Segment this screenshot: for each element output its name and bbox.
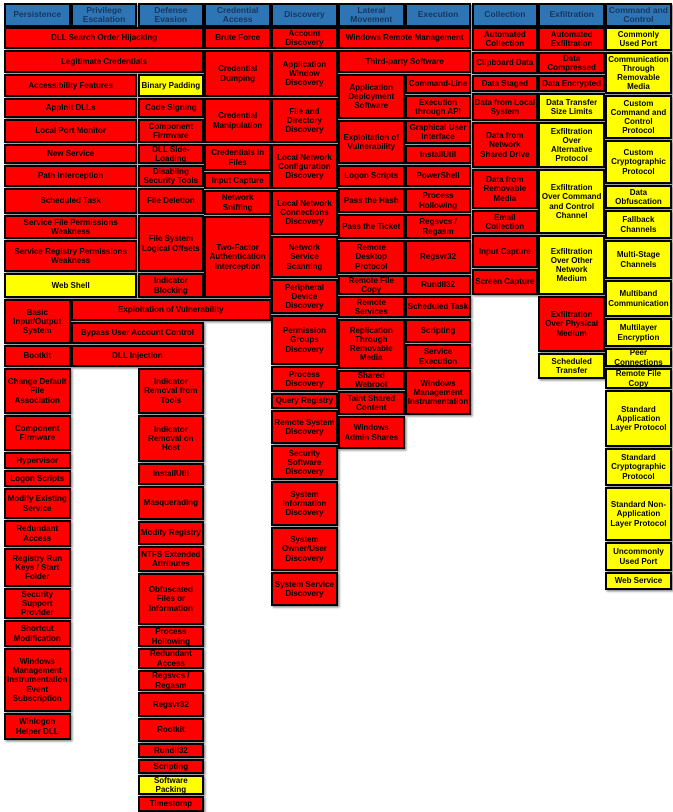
- technique-label: Regsvcs / Regasm: [152, 671, 190, 690]
- technique-label: Scripting: [420, 326, 456, 336]
- technique-label: Credentials in Files: [211, 148, 265, 167]
- column-header-collection: [472, 3, 539, 27]
- technique-label: Data from Local System: [474, 97, 536, 116]
- technique-label: Rundll32: [421, 280, 455, 290]
- matrix-cell-security-software-discovery: [271, 445, 338, 480]
- column-header-credential-access: [204, 3, 271, 27]
- technique-label: DLL Search Order Hijacking: [50, 33, 158, 43]
- matrix-cell-scripting: [405, 319, 472, 343]
- technique-label: Automated Exfiltration: [550, 29, 593, 48]
- technique-label: Graphical User Interface: [409, 122, 467, 141]
- matrix-cell-modify-existing-service: [4, 488, 71, 519]
- technique-label: Email Collection: [485, 212, 525, 231]
- column-header-label: Persistence: [13, 9, 62, 20]
- matrix-cell-process-hollowing: [138, 626, 205, 647]
- column-header-label: Discovery: [284, 9, 325, 20]
- technique-label: Hypervisor: [16, 455, 59, 465]
- matrix-cell-data-encrypted: [538, 75, 605, 92]
- matrix-cell-query-registry: [271, 393, 338, 409]
- technique-label: Web Service: [614, 576, 663, 586]
- matrix-cell-execution-through-api: [405, 95, 472, 119]
- technique-label: Pass the Hash: [343, 195, 399, 205]
- technique-label: DLL Side-Loading: [152, 144, 190, 163]
- matrix-cell-peripheral-device-discovery: [271, 279, 338, 314]
- technique-label: Windows Remote Management: [345, 33, 464, 43]
- matrix-cell-logon-scripts: [4, 470, 71, 487]
- matrix-cell-basic-input-output-system: [4, 299, 71, 344]
- matrix-cell-scripting: [138, 759, 205, 774]
- matrix-cell-data-obfuscation: [605, 185, 672, 209]
- technique-label: Windows Management Instrumentation: [407, 378, 469, 407]
- technique-label: Service Execution: [418, 347, 458, 366]
- matrix-cell-modify-registry: [138, 521, 205, 545]
- technique-label: Two-Factor Authentication Interception: [209, 243, 266, 271]
- technique-label: Multiband Communication: [608, 289, 669, 308]
- technique-label: Permission Groups Discovery: [282, 326, 326, 354]
- matrix-cell-two-factor-authentication-interception: [204, 216, 271, 298]
- matrix-cell-file-system-logical-offsets: [138, 215, 205, 272]
- column-header-label: Privilege Escalation: [82, 4, 126, 24]
- matrix-cell-change-default-file-association: [4, 368, 71, 414]
- technique-label: Scheduled Task: [407, 302, 469, 312]
- matrix-cell-rundll32: [405, 275, 472, 295]
- technique-label: Exploitation of Vulnerability: [343, 132, 400, 151]
- matrix-cell-dll-search-order-hijacking: [4, 27, 204, 49]
- matrix-cell-windows-management-instrumentation-event-subscription: [4, 648, 71, 712]
- matrix-cell-input-capture: [472, 235, 539, 268]
- matrix-cell-command-line: [405, 74, 472, 94]
- matrix-cell-automated-collection: [472, 27, 539, 51]
- matrix-cell-pass-the-hash: [338, 188, 405, 213]
- matrix-cell-multilayer-encryption: [605, 318, 672, 347]
- matrix-cell-commonly-used-port: [605, 27, 672, 51]
- matrix-cell-hypervisor: [4, 452, 71, 469]
- matrix-cell-process-discovery: [271, 366, 338, 392]
- matrix-cell-exfiltration-over-other-network-medium: [538, 235, 605, 295]
- matrix-cell-disabling-security-tools: [138, 165, 205, 187]
- technique-label: Windows Admin Shares: [344, 423, 399, 442]
- matrix-cell-rundll32: [138, 743, 205, 758]
- matrix-cell-standard-cryptographic-protocol: [605, 448, 672, 486]
- technique-label: Input Capture: [478, 246, 531, 256]
- technique-label: Service Registry Permissions Weakness: [14, 246, 127, 265]
- matrix-cell-fallback-channels: [605, 210, 672, 239]
- technique-label: Application Deployment Software: [348, 82, 395, 111]
- matrix-cell-account-discovery: [271, 27, 338, 49]
- matrix-cell-remote-system-discovery: [271, 410, 338, 444]
- technique-label: Accessibility Features: [28, 80, 113, 90]
- technique-label: Logon Scripts: [344, 171, 399, 181]
- matrix-cell-custom-cryptographic-protocol: [605, 140, 672, 184]
- technique-label: Regsvr32: [152, 699, 189, 709]
- technique-label: Path Interception: [37, 171, 104, 181]
- matrix-cell-replication-through-removable-media: [338, 319, 405, 369]
- matrix-cell-exploitation-of-vulnerability: [71, 299, 271, 321]
- matrix-cell-service-registry-permissions-weakness: [4, 240, 137, 272]
- technique-label: Application Window Discovery: [282, 59, 327, 88]
- technique-label: Remote Services: [354, 297, 388, 316]
- matrix-cell-indicator-removal-from-tools: [138, 368, 205, 414]
- column-header-command-and-control: [605, 3, 672, 27]
- matrix-cell-remote-file-copy: [338, 275, 405, 295]
- matrix-cell-bootkit: [4, 345, 71, 367]
- matrix-cell-file-and-directory-discovery: [271, 98, 338, 143]
- matrix-cell-credentials-in-files: [204, 144, 271, 171]
- technique-label: Code Signing: [145, 103, 197, 113]
- matrix-cell-legitimate-credentials: [4, 50, 204, 73]
- column-header-execution: [405, 3, 472, 27]
- matrix-cell-data-from-local-system: [472, 93, 539, 121]
- matrix-cell-masquerading: [138, 486, 205, 520]
- matrix-cell-web-shell: [4, 273, 137, 298]
- matrix-cell-exfiltration-over-physical-medium: [538, 296, 605, 352]
- technique-label: Network Sniffing: [221, 193, 254, 212]
- technique-label: Multi-Stage Channels: [616, 250, 660, 269]
- technique-label: PowerShell: [416, 171, 460, 181]
- technique-label: Local Network Connections Discovery: [277, 198, 332, 227]
- technique-label: Input Capture: [211, 175, 264, 185]
- matrix-cell-local-network-configuration-discovery: [271, 144, 338, 189]
- technique-label: Rootkit: [157, 725, 185, 735]
- technique-label: Pass the Ticket: [342, 221, 401, 231]
- technique-label: Standard Non-Application Layer Protocol: [610, 500, 667, 528]
- technique-label: Remote File Copy: [615, 369, 662, 388]
- technique-label: Scripting: [153, 761, 189, 771]
- technique-label: Winlogon Helper DLL: [15, 717, 59, 736]
- technique-label: Peripheral Device Discovery: [284, 282, 324, 311]
- matrix-cell-peer-connections: [605, 348, 672, 367]
- technique-label: Screen Capture: [475, 277, 535, 287]
- matrix-cell-code-signing: [138, 98, 205, 118]
- matrix-cell-software-packing: [138, 775, 205, 795]
- technique-label: Process Hollowing: [151, 627, 190, 646]
- technique-label: Registry Run Keys / Start Folder: [12, 553, 63, 582]
- column-header-label: Command and Control: [608, 4, 668, 24]
- technique-label: Security Software Discovery: [285, 448, 324, 477]
- matrix-cell-component-firmware: [138, 119, 205, 143]
- technique-label: Brute Force: [215, 33, 261, 43]
- technique-label: Indicator Removal from Tools: [144, 377, 198, 405]
- technique-label: Automated Collection: [483, 29, 526, 48]
- technique-label: Execution through API: [415, 97, 461, 116]
- matrix-cell-redundant-access: [138, 648, 205, 669]
- matrix-cell-redundant-access: [4, 520, 71, 547]
- column-header-lateral-movement: [338, 3, 405, 27]
- matrix-cell-security-support-provider: [4, 588, 71, 619]
- column-header-label: Execution: [417, 9, 459, 20]
- technique-label: Data Obfuscation: [615, 187, 662, 206]
- matrix-cell-scheduled-task: [4, 188, 137, 214]
- matrix-cell-timestomp: [138, 796, 205, 812]
- matrix-cell-data-compressed: [538, 52, 605, 74]
- matrix-cell-file-deletion: [138, 188, 205, 214]
- matrix-cell-exfiltration-over-command-and-control-channel: [538, 169, 605, 234]
- technique-label: Taint Shared Content: [347, 393, 396, 412]
- technique-label: Local Network Configuration Discovery: [277, 152, 332, 181]
- matrix-cell-application-deployment-software: [338, 74, 405, 119]
- technique-label: Standard Application Layer Protocol: [610, 404, 667, 433]
- technique-label: Credential Manipulation: [212, 111, 263, 130]
- technique-label: Binary Padding: [141, 80, 201, 90]
- matrix-cell-registry-run-keys-start-folder: [4, 548, 71, 587]
- matrix-cell-scheduled-transfer: [538, 353, 605, 379]
- technique-label: Scheduled Task: [40, 196, 101, 206]
- matrix-cell-input-capture: [204, 172, 271, 189]
- matrix-cell-accessibility-features: [4, 74, 137, 97]
- matrix-cell-regsvr32: [138, 692, 205, 717]
- technique-label: Logon Scripts: [10, 473, 65, 483]
- matrix-cell-third-party-software: [338, 50, 471, 73]
- technique-label: Custom Command and Control Protocol: [610, 98, 667, 136]
- matrix-cell-custom-command-and-control-protocol: [605, 95, 672, 139]
- technique-label: Scheduled Transfer: [551, 356, 592, 375]
- technique-label: System Owner/User Discovery: [281, 535, 327, 563]
- column-header-label: Collection: [484, 9, 526, 20]
- matrix-cell-credential-manipulation: [204, 98, 271, 143]
- technique-label: Obfuscated Files or Information: [148, 585, 193, 613]
- matrix-cell-new-service: [4, 144, 137, 164]
- matrix-cell-pass-the-ticket: [338, 214, 405, 239]
- technique-label: InstallUtil: [420, 149, 457, 159]
- matrix-cell-data-staged: [472, 75, 539, 92]
- matrix-cell-windows-management-instrumentation: [405, 370, 472, 415]
- technique-label: Component Firmware: [15, 423, 60, 442]
- matrix-cell-component-firmware: [4, 415, 71, 451]
- matrix-cell-standard-non-application-layer-protocol: [605, 487, 672, 541]
- technique-label: Redundant Access: [16, 524, 59, 543]
- column-header-label: Defense Evasion: [154, 4, 188, 24]
- technique-label: Command-Line: [408, 79, 468, 89]
- matrix-cell-installutil: [138, 463, 205, 485]
- matrix-cell-network-service-scanning: [271, 236, 338, 278]
- matrix-cell-rootkit: [138, 718, 205, 742]
- technique-label: Shared Webroot: [355, 370, 388, 389]
- matrix-cell-email-collection: [472, 210, 539, 234]
- matrix-cell-system-service-discovery: [271, 572, 338, 606]
- matrix-cell-windows-remote-management: [338, 27, 471, 49]
- matrix-cell-remote-services: [338, 296, 405, 318]
- technique-label: Process Discovery: [285, 369, 324, 388]
- matrix-cell-communication-through-removable-media: [605, 52, 672, 94]
- matrix-cell-system-information-discovery: [271, 481, 338, 526]
- technique-label: Regsvcs / Regasm: [419, 217, 457, 236]
- technique-label: Remote System Discovery: [274, 417, 335, 436]
- technique-label: NTFS Extended Attributes: [141, 549, 201, 568]
- technique-label: Service File Permissions Weakness: [23, 217, 118, 236]
- technique-label: Data Encrypted: [542, 78, 601, 88]
- matrix-cell-obfuscated-files-or-information: [138, 573, 205, 625]
- technique-label: Communication Through Removable Media: [608, 54, 669, 92]
- technique-label: Software Packing: [153, 775, 188, 794]
- technique-label: Uncommonly Used Port: [613, 547, 664, 566]
- technique-label: Bootkit: [23, 351, 52, 361]
- matrix-cell-dll-injection: [71, 345, 204, 367]
- technique-label: Disabling Security Tools: [143, 166, 199, 185]
- matrix-cell-scheduled-task: [405, 296, 472, 318]
- technique-label: Redundant Access: [149, 649, 192, 668]
- matrix-cell-data-from-network-shared-drive: [472, 122, 539, 168]
- matrix-cell-remote-file-copy: [605, 368, 672, 389]
- matrix-cell-exfiltration-over-alternative-protocol: [538, 122, 605, 168]
- technique-label: System Information Discovery: [282, 489, 327, 518]
- matrix-cell-indicator-removal-on-host: [138, 415, 205, 462]
- technique-label: File System Logical Offsets: [141, 234, 200, 253]
- technique-label: File and Directory Discovery: [285, 106, 324, 135]
- technique-label: DLL Injection: [112, 351, 163, 361]
- technique-label: Indicator Removal on Host: [148, 424, 194, 453]
- matrix-cell-permission-groups-discovery: [271, 315, 338, 365]
- matrix-cell-multi-stage-channels: [605, 240, 672, 279]
- technique-label: Exfiltration Over Other Network Medium: [550, 246, 593, 284]
- matrix-cell-clipboard-data: [472, 52, 539, 74]
- technique-label: Exfiltration Over Alternative Protocol: [550, 126, 593, 164]
- technique-label: AppInit DLLs: [45, 103, 96, 113]
- technique-label: System Service Discovery: [274, 579, 335, 598]
- matrix-cell-path-interception: [4, 165, 137, 187]
- matrix-cell-local-port-monitor: [4, 119, 137, 143]
- matrix-cell-standard-application-layer-protocol: [605, 390, 672, 447]
- technique-label: New Service: [47, 149, 95, 159]
- matrix-cell-web-service: [605, 572, 672, 590]
- matrix-cell-taint-shared-content: [338, 391, 405, 415]
- matrix-cell-remote-desktop-protocol: [338, 240, 405, 274]
- technique-label: Data Staged: [481, 78, 528, 88]
- matrix-cell-powershell: [405, 165, 472, 187]
- technique-label: Credential Dumping: [218, 64, 258, 83]
- technique-label: Regsvr32: [420, 252, 457, 262]
- technique-label: InstallUtil: [152, 469, 189, 479]
- technique-label: Data from Removable Media: [483, 175, 527, 203]
- technique-label: Component Firmware: [148, 121, 194, 140]
- matrix-cell-service-execution: [405, 344, 472, 369]
- matrix-cell-data-transfer-size-limits: [538, 93, 605, 121]
- technique-label: Change Default File Association: [7, 377, 67, 405]
- matrix-cell-regsvr32: [405, 240, 472, 274]
- column-header-discovery: [271, 3, 338, 27]
- technique-label: Fallback Channels: [620, 215, 657, 234]
- technique-label: Replication Through Removable Media: [349, 325, 393, 363]
- matrix-cell-binary-padding: [138, 74, 205, 97]
- technique-label: Data from Network Shared Drive: [480, 131, 530, 159]
- matrix-cell-network-sniffing: [204, 190, 271, 215]
- technique-label: Third-party Software: [365, 56, 444, 66]
- matrix-cell-service-file-permissions-weakness: [4, 215, 137, 239]
- matrix-cell-shortcut-modification: [4, 620, 71, 647]
- matrix-cell-system-owner-user-discovery: [271, 527, 338, 571]
- technique-label: Security Support Provider: [21, 589, 54, 618]
- column-header-privilege-escalation: [71, 3, 138, 27]
- technique-label: Masquerading: [143, 498, 198, 508]
- matrix-cell-winlogon-helper-dll: [4, 713, 71, 740]
- matrix-cell-shared-webroot: [338, 370, 405, 390]
- technique-label: Exploitation of Vulnerability: [118, 305, 224, 315]
- technique-label: Local Port Monitor: [35, 126, 106, 136]
- technique-label: Account Discovery: [285, 28, 324, 47]
- technique-label: Exfiltration Over Physical Medium: [545, 310, 599, 338]
- technique-label: Network Service Scanning: [286, 243, 323, 271]
- technique-label: Basic Input/Output System: [13, 307, 62, 336]
- technique-label: Bypass User Account Control: [80, 328, 194, 338]
- matrix-cell-indicator-blocking: [138, 273, 205, 298]
- technique-label: Query Registry: [275, 396, 334, 406]
- technique-label: Windows Management Instrumentation Event Subscription: [7, 657, 68, 703]
- technique-label: Indicator Blocking: [153, 276, 188, 295]
- matrix-cell-dll-side-loading: [138, 144, 205, 164]
- column-header-label: Exfiltration: [549, 9, 594, 20]
- matrix-cell-uncommonly-used-port: [605, 542, 672, 571]
- technique-label: File Deletion: [147, 196, 195, 206]
- technique-label: Exfiltration Over Command and Control Channel: [541, 183, 602, 220]
- technique-label: Timestomp: [149, 799, 193, 809]
- technique-label: Clipboard Data: [476, 58, 534, 68]
- matrix-cell-installutil: [405, 145, 472, 164]
- matrix-cell-automated-exfiltration: [538, 27, 605, 51]
- technique-label: Remote File Copy: [348, 275, 394, 294]
- technique-label: Custom Cryptographic Protocol: [611, 148, 666, 176]
- matrix-cell-brute-force: [204, 27, 271, 49]
- technique-label: Data Compressed: [547, 53, 596, 72]
- technique-label: Shortcut Modification: [13, 624, 61, 643]
- matrix-cell-regsvcs-regasm: [405, 214, 472, 239]
- matrix-cell-bypass-user-account-control: [71, 322, 204, 344]
- technique-label: Modify Existing Service: [7, 494, 67, 513]
- matrix-cell-screen-capture: [472, 269, 539, 295]
- technique-label: Remote Desktop Protocol: [355, 243, 388, 271]
- column-header-label: Credential Access: [216, 4, 259, 24]
- technique-label: Modify Registry: [140, 528, 201, 538]
- matrix-cell-regsvcs-regasm: [138, 670, 205, 691]
- technique-label: Multilayer Encryption: [617, 323, 660, 342]
- column-header-persistence: [4, 3, 71, 27]
- technique-label: Commonly Used Port: [617, 29, 660, 48]
- matrix-cell-appinit-dlls: [4, 98, 137, 118]
- matrix-cell-data-from-removable-media: [472, 169, 539, 209]
- matrix-cell-multiband-communication: [605, 280, 672, 317]
- matrix-cell-windows-admin-shares: [338, 416, 405, 449]
- technique-label: Web Shell: [51, 280, 90, 290]
- column-header-label: Lateral Movement: [350, 4, 393, 24]
- matrix-cell-local-network-connections-discovery: [271, 190, 338, 235]
- matrix-cell-credential-dumping: [204, 50, 271, 97]
- technique-label: Peer Connections: [614, 348, 663, 367]
- matrix-cell-logon-scripts: [338, 165, 405, 187]
- matrix-cell-graphical-user-interface: [405, 120, 472, 144]
- column-header-defense-evasion: [138, 3, 205, 27]
- column-header-exfiltration: [538, 3, 605, 27]
- matrix-cell-exploitation-of-vulnerability: [338, 120, 405, 164]
- technique-label: Legitimate Credentials: [61, 56, 147, 66]
- technique-label: Rundll32: [153, 745, 188, 755]
- technique-label: Standard Cryptographic Protocol: [611, 453, 666, 481]
- matrix-cell-ntfs-extended-attributes: [138, 546, 205, 572]
- matrix-cell-application-window-discovery: [271, 50, 338, 97]
- technique-label: Process Hollowing: [418, 191, 458, 210]
- matrix-cell-process-hollowing: [405, 188, 472, 213]
- technique-label: Data Transfer Size Limits: [546, 97, 598, 116]
